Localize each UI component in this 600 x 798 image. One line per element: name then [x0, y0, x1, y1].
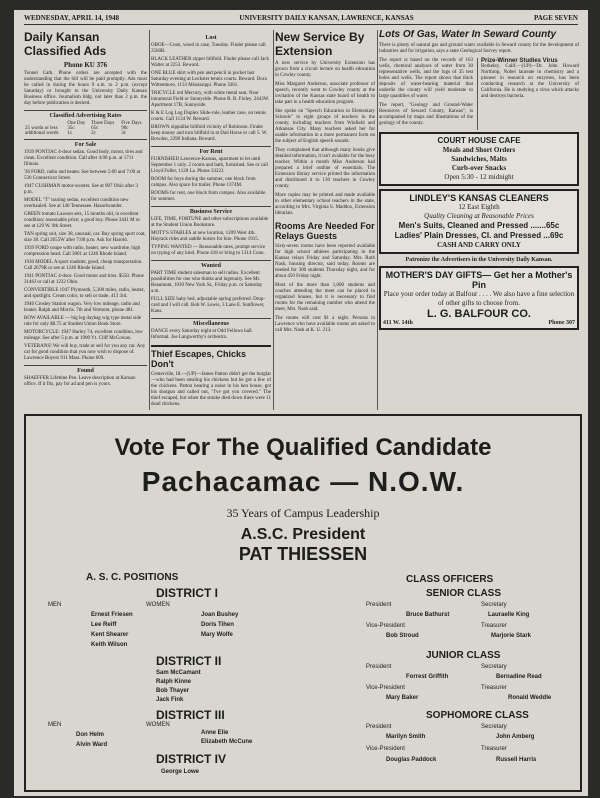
prize-body: Berkeley, Calif.—(UP)—Dr. John Howard Northrop, Nobel laureate in chemistry and a pioneer in research on enzymes, has been conducting research at the University of California. He is studying a virus which attacks and destroys bacteria.	[481, 64, 579, 99]
pol-line4: A.S.C. President	[240, 526, 366, 543]
candidate: Russell Harris	[496, 757, 537, 763]
candidate: Joan Bushey	[201, 612, 239, 618]
service-paragraph: They complained that although many books give detailed information, it isn't available for the busy teacher. Within a month Miss Anderson had prepared a brief outline of essentials. The Extension library service printed the information and distributed it to 130 teachers in Cowley county.	[275, 148, 375, 189]
candidate: Ronald Weddle	[508, 695, 552, 701]
list-item: MOTT'S STABLES at new location, 1209 West 4th. Hayrack rides and saddle horses for hire. Phone 1915.	[151, 231, 260, 242]
wanted-heading: Wanted	[151, 260, 271, 269]
list-item: '36 FORD, radio and heater. See between 5:00 and 7:00 at 530 Connecticut Street.	[24, 170, 141, 181]
table-row: additional words 1c 2c 3c	[25, 131, 126, 136]
gas-left	[379, 58, 473, 130]
pol-line1: Vote For The Qualified Candidate	[114, 434, 492, 461]
candidate: Ernest Friesen	[91, 612, 133, 618]
rates-title: Classified Advertising Rates	[24, 110, 147, 119]
list-item: FULL SIZE baby bed, adjustable spring preferred. Drop-card and I will call. Bob W. Lewis, 3 Lane E. Sunflower, Kans.	[151, 297, 266, 314]
senior-class-heading: SENIOR CLASS	[426, 588, 502, 599]
president-label: President	[366, 724, 392, 730]
balfour-phone: Phone 307	[548, 320, 575, 326]
column-rule	[273, 30, 274, 410]
candidate: Mary Baker	[386, 695, 419, 701]
candidate: Doris Tihen	[201, 622, 234, 628]
cafe-name: COURT HOUSE CAFE	[437, 136, 521, 145]
district-2: DISTRICT II	[156, 654, 222, 668]
balfour-headline: MOTHER'S DAY GIFTS— Get her a Mother's Pin	[385, 270, 573, 290]
list-item: FURNISHED Lawrence-Kansas, apartment to let until September 1 only. 2 rooms and bath, furnished. See or call Lloyd Fuller, 1120 La. Phone 3322J.	[151, 157, 269, 174]
pol-line5: PAT THIESSEN	[238, 544, 368, 564]
service-paragraph: Miss Margaret Anderson, associate professor of speech, recently went to Cowley county at the invitation of the Kansas state board of health to take part in a health education program.	[275, 82, 375, 105]
gas-intro: There is plenty of natural gas and ground water available in Seward county for the development of industries and for irrigation, says a state Geological Survey report.	[379, 43, 579, 54]
prize-headline: Prize-Winner Studies Virus	[481, 58, 558, 64]
gas-paragraph: The report, "Geology and Ground-Water Resources of Seward County, Kansas", is accompanied by maps and illustrations of the geology of the county.	[379, 103, 474, 126]
list-item: 1930 MODEL A sport roadster, good, cheap transportation. Call 2679R or see at 1246 Rhode Island.	[24, 260, 143, 271]
pol-line3: 35 Years of Campus Leadership	[226, 506, 380, 520]
list-item: MOTORCYCLE: 1947 Harley 74, excellent condition, low mileage. See after 5 p.m. at 1900 Vt. Cliff McCowan.	[24, 330, 143, 341]
cafe-item: Meals and Short Orders	[442, 146, 516, 154]
service-paragraph: More copies may be printed and made available to other elementary school teachers in the state, according to Mrs. Virginia S. Maddox, Extension librarian.	[275, 193, 375, 216]
header-paper: UNIVERSITY DAILY KANSAN, LAWRENCE, KANSAS	[239, 14, 414, 22]
service-headline: New Service By Extension	[275, 30, 365, 58]
president-label: President	[366, 602, 392, 608]
candidate: George Lowe	[161, 769, 200, 775]
secretary-label: Secretary	[481, 724, 507, 730]
women-label: WOMEN	[146, 602, 170, 608]
gas-paragraph: The report is based on the records of 163 wells, chemical analyses of water from 30 representative wells, and the logs of 35 test holes and wells. The report shows that thick deposits of water-bearing material that underlie the county will yield moderate to large quantities of water.	[379, 58, 474, 99]
rates-table	[24, 121, 147, 136]
candidate: Mary Wolfe	[201, 632, 233, 638]
list-item: ONE BLUE shirt with pen and pencil in pocket last Saturday evening at Lockster tennis courts. Reward. Dora Wittenmore, 1133 Mississippi. Phone 3361.	[151, 71, 267, 88]
women-label: WOMEN	[146, 722, 170, 728]
candidate: Elizabeth McCune	[201, 739, 253, 745]
list-item: CONVERTIBLE 1947 Plymouth, 5,300 miles, radio, heater, and spotlight. Cream color, to sell or trade. 413 3rd.	[24, 288, 145, 299]
balfour-contact	[383, 320, 575, 326]
header-page: PAGE SEVEN	[533, 14, 578, 22]
treasurer-label: Treasurer	[481, 623, 507, 629]
balfour-name: L. G. BALFOUR CO.	[427, 308, 531, 320]
cleaners-price: Men's Suits, Cleaned and Pressed .......65c	[398, 221, 560, 230]
candidate: Jack Fink	[156, 697, 184, 703]
district-4: DISTRICT IV	[156, 752, 227, 766]
cafe-item: Curb-over Snacks	[451, 164, 507, 172]
treasurer-label: Treasurer	[481, 685, 507, 691]
candidate: Douglas Paddock	[386, 757, 437, 763]
rooms-paragraph: Sixty-seven rooms have been reported available for high school athletes participating in the Kansas relays Friday and Saturday. Mrs. Ruth Nash, housing director, said today. Rooms are needed for 300 students Thursday night, and for about 450 Friday night.	[275, 244, 375, 279]
balfour-ad	[379, 266, 579, 330]
list-item: ROOM for boys during the summer, one block from campus. Also space for trailer. Phone 1374M.	[151, 177, 256, 188]
news-column-4	[379, 30, 579, 410]
cleaners-name: LINDLEY'S KANSAS CLEANERS	[409, 193, 549, 203]
newspaper-page	[14, 10, 588, 796]
secretary-label: Secretary	[481, 664, 507, 670]
list-item: 1939 PONTIAC 4-door sedan. Good body, motor, tires and clean. Excellent condition. Call after 4:00 p.m. at 1711 Illinois.	[24, 150, 143, 167]
candidate: Sam McCamant	[156, 670, 201, 676]
sophomore-class-heading: SOPHOMORE CLASS	[426, 710, 529, 721]
column-rule	[377, 30, 378, 410]
secretary-label: Secretary	[481, 602, 507, 608]
list-item: LIFE, TIME, FORTUNE and other subscriptions available at the Student Union Bookstore.	[151, 217, 269, 228]
cafe-hours: Open 5:30 - 12 midnight	[444, 173, 514, 181]
president-label: President	[366, 664, 392, 670]
list-item: 1941 PONTIAC 4-door. Good motor and tires. $550. Phone 3146J or call at 1232 Ohio.	[24, 274, 144, 285]
candidate: John Amberg	[496, 734, 535, 740]
candidate: Marilyn Smith	[386, 734, 426, 740]
classifieds-column-1	[24, 30, 147, 410]
cafe-ad	[379, 132, 579, 186]
treasurer-label: Treasurer	[481, 746, 507, 752]
list-item: OBOE—Conn, wood in case, Tuesday. Finder please call 2560R.	[151, 43, 266, 54]
lost-heading: Lost	[205, 35, 217, 41]
header-date: WEDNESDAY, APRIL 14, 1948	[24, 14, 119, 22]
candidate: Kent Shearer	[91, 632, 129, 638]
pol-line2: Pachacamac — N.O.W.	[141, 466, 465, 497]
rooms-headline: Rooms Are Needed For Relays Guests	[275, 221, 375, 241]
candidate: Ralph Kinne	[156, 679, 192, 685]
classifieds-title: Daily Kansan Classified Ads	[24, 30, 107, 58]
thief-headline: Thief Escapes, Chicks Don't	[151, 345, 271, 369]
cleaners-ad	[379, 189, 579, 254]
candidate: Don Helm	[76, 732, 105, 738]
list-item: BROWN zippalike billfold vicinity of Robinson. Finder keep money and turn billfold in at Dad Horse or call 5. W. Bowden, 2290 Indiana. Reward.	[151, 125, 268, 142]
list-item: VETERANS! We will buy, trade or sell for you any car. Any car for good condition that you now wish to dispose of. Lawrence Buyers 911 Mass. Phone 609.	[24, 344, 146, 361]
list-item: TYPING WANTED — Reasonable rates, prompt service on typing of any kind. Phone 418 or bring to 1314 Conn.	[151, 245, 266, 256]
candidate: Lee Reiff	[91, 622, 117, 628]
page-header	[24, 14, 578, 25]
list-item: BLACK LEATHER zipper billfold. Finder please call Jack Walter at 2253. Reward.	[151, 57, 270, 68]
rooms-paragraph: The rooms will cost $1 a night. Persons in Lawrence who have available rooms are asked to call Mrs. Nash at K. U. 213.	[275, 316, 375, 333]
candidate: Alvin Ward	[76, 742, 108, 748]
for-sale-heading: For Sale	[24, 139, 147, 148]
candidate: Keith Wilson	[91, 642, 128, 648]
prize-story	[477, 58, 579, 130]
list-item: TAN spring suit, size 38, unusual, car. Buy spring sport coat, size 38. Call 2655W after 7:00 p.m. Ask for Harold.	[24, 232, 146, 243]
candidate: Bernadine Read	[496, 674, 542, 680]
classifieds-phone: Phone KU 376	[63, 61, 108, 69]
cleaners-price: Ladies' Plain Dresses, Cl. and Pressed ...69c	[394, 231, 564, 240]
service-paragraph: A new service by University Extension has grown from a circuit lecture on health education in Cowley county.	[275, 61, 375, 78]
candidate: Forrest Griffith	[406, 674, 449, 680]
list-item: K & E Log Log Duplex Slide-rule, leather case, on tennis courts. Call 1134 W. Reward.	[151, 111, 267, 122]
gas-headline: Lots Of Gas, Water In Seward County	[379, 30, 557, 40]
table-row: One Day Three Days Five Days	[67, 121, 142, 126]
classifieds-intro: Tonnel Cath. Phone orders are accepted with the understanding that the bill will be paid promptly. Ads must be called in during the hours 9 a.m. to 2 p.m. (except Saturday) or brought to the University Daily Kansan Business office. Journalism bldg. not later than 2 p.m. the day before publication is desired.	[24, 71, 147, 106]
service-paragraph: She spoke on "Speech Education in Elementary Schools" to eight groups of teachers in the county, including teachers from Winfield and Arkansas City. Many teachers asked her for usable information in a more permanent form on the subject of English speech sounds.	[275, 109, 375, 144]
news-column-3	[275, 30, 375, 410]
cleaners-slogan: Quality Cleaning at Reasonable Prices	[424, 212, 534, 220]
candidate: Marjorie Stark	[491, 633, 532, 639]
vice-president-label: Vice-President	[366, 746, 405, 752]
list-item: 1939 FORD coupe with radio, heater, new wardrobe, high compression head. Call 3001 at 1246 Rhode Island.	[24, 246, 141, 257]
list-item: MODEL "T" touring sedan, excellent condition new overhauled. See at 140 Tennessee. Hasselwander.	[24, 198, 129, 209]
rent-heading: For Rent	[151, 146, 271, 155]
vice-president-label: Vice-President	[366, 623, 405, 629]
cleaners-cash: CASH AND CARRY ONLY	[437, 241, 521, 249]
men-label: MEN	[48, 722, 62, 728]
officers-heading: CLASS OFFICERS	[406, 574, 494, 585]
candidate: Lauraelle King	[488, 612, 530, 618]
rooms-paragraph: Most of the more than 1,000 students and coaches attending the meet can be placed in organized houses, but it is necessary to find rooms for the remaining number who attend the meet, Mrs. Nash said.	[275, 283, 375, 312]
list-item: TRICYCLE red Mercury, with white metal seat. Near intramural Field or Sunnyside. Phone B. R. Finley. 2443W. Apartment 17B, Sunnyside.	[151, 91, 270, 108]
list-item: GREEN tomato Lawson sets, 15 months old, in excellent condition; reasonable price; a good buy. Phone 3441 M or see at 129 W. 9th Street.	[24, 212, 141, 229]
candidate: Bob Thayer	[156, 688, 190, 694]
men-label: MEN	[48, 602, 62, 608]
list-item: 1947 CUSHMAN motor-scooter. See at 907 Ohio after 3 p.m.	[24, 184, 138, 195]
gas-columns	[379, 58, 579, 130]
candidate: Anne Elie	[201, 730, 229, 736]
patronize-note: Patronize the Advertisers in the University Daily Kansan.	[405, 257, 553, 263]
misc-heading: Miscellaneous	[151, 318, 271, 327]
district-3: DISTRICT III	[156, 708, 225, 722]
list-item: PART TIME student salesman to sell radios. Excellent possibilities for one who thinks and ingenuity. See Mr. Beaumont, 1030 New York St., Friday p.m. or Saturday a.m.	[151, 271, 263, 294]
list-item: SHAEFFER Lifetime Pen. Leave description at Kansan office. If it fits, pay for ad and pen is yours.	[24, 376, 136, 387]
table-row: 25 words or less 35c 65c 90c	[25, 126, 129, 131]
thief-body: Centerville, Ill.—(UP)—James Patton didn't get the burglar—who had been stealing his chickens but he got a few of the chickens. Patton hearing a noise in his hen house, got his shotgun and called out, "I've got you covered." The thief escaped, but when the smoke died down there were 11 dead chickens.	[151, 372, 271, 407]
balfour-address: 411 W. 14th	[383, 320, 413, 326]
candidate: Bruce Bathurst	[406, 612, 450, 618]
vice-president-label: Vice-President	[366, 685, 405, 691]
cafe-item: Sandwiches, Malts	[451, 155, 507, 163]
balfour-body: Place your order today at Balfour . . . . We also have a fine selection of other gifts to choose from.	[383, 290, 575, 307]
candidate: Bob Stroud	[386, 633, 419, 639]
list-item: BOW AVAILABLE — big leg daybag wig type metal side rule for only $8.75 at Student Union Book Store.	[24, 316, 142, 327]
list-item: DANCE every Saturday night at Odd Fellows hall. Informal. Joe Langworthy's orchestra.	[151, 329, 253, 340]
district-1: DISTRICT I	[156, 586, 218, 600]
business-heading: Business Service	[151, 206, 271, 215]
political-ad	[24, 414, 582, 792]
junior-class-heading: JUNIOR CLASS	[426, 650, 501, 661]
column-rule	[149, 30, 150, 410]
cleaners-address: 12 East Eighth	[458, 203, 500, 211]
positions-heading: A. S. C. POSITIONS	[86, 572, 179, 583]
classifieds-column-2	[151, 30, 271, 410]
list-item: ROOMS for rent, one block from campus. Also available for summer.	[151, 191, 266, 202]
list-item: 1946 Crosley Station wagon. Very low mileage, radio and heater. Ralph and Morris. 7th and Vermont, phone 481.	[24, 302, 140, 313]
found-heading: Found	[24, 365, 147, 374]
